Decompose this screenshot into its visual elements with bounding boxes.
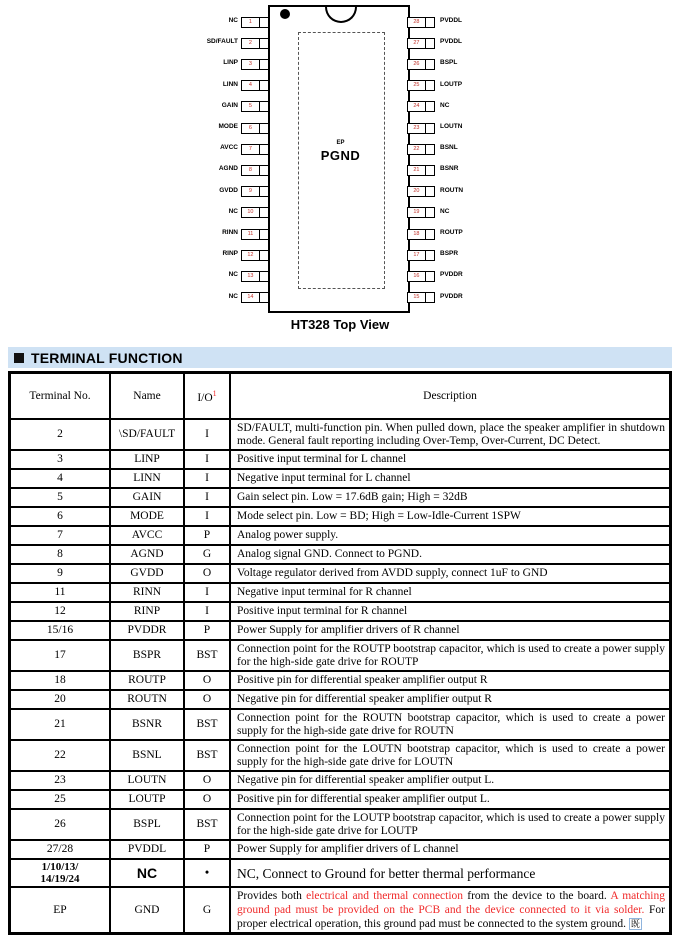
io-cell: O [184, 771, 230, 790]
table-row [10, 602, 670, 621]
pin-number: 10 [247, 209, 254, 216]
io-cell: G [184, 887, 230, 933]
pin-label-pvddr: PVDDR [440, 292, 463, 300]
chip-pinout-diagram [0, 0, 680, 345]
io-cell: I [184, 450, 230, 469]
description-cell: Gain select pin. Low = 17.6dB gain; High = 32dB [230, 488, 670, 507]
description-cell: Positive pin for differential speaker amplifier output R [230, 671, 670, 690]
pin-number: 1 [248, 18, 252, 25]
pgnd-label: PGND [320, 148, 361, 163]
table-row [10, 709, 670, 740]
description-cell: Voltage regulator derived from AVDD supply, connect 1uF to GND [230, 564, 670, 583]
pin-label-linn: LINN [222, 80, 238, 88]
pin-label-nc: NC [440, 101, 450, 109]
pin-number: 11 [247, 230, 254, 237]
pin-5-box [241, 101, 269, 112]
name-cell: LOUTP [110, 790, 184, 809]
pin-label-pvddl: PVDDL [440, 38, 463, 46]
pin-number: 15 [413, 294, 420, 301]
pin-label-nc: NC [228, 17, 238, 24]
io-cell: P [184, 840, 230, 859]
description-cell: Connection point for the ROUTP bootstrap capacitor, which is used to create a power supply for the high-side gate drive for ROUTP [230, 640, 670, 671]
name-cell: GAIN [110, 488, 184, 507]
pin-16-box [407, 271, 435, 282]
name-cell: ROUTP [110, 671, 184, 690]
pin-number: 27 [413, 39, 420, 46]
table-row [10, 671, 670, 690]
pin-8-box [241, 165, 269, 176]
pin-10-box [241, 207, 269, 218]
ep-desc-segment: For proper electrical operation, this ground pad must be connected to the system ground. [237, 904, 665, 930]
ep-desc-segment: 既 [630, 919, 640, 929]
table-row [10, 545, 670, 564]
io-cell: BST [184, 809, 230, 840]
name-cell: PVDDL [110, 840, 184, 859]
pin-divider [425, 293, 426, 302]
pin-26-box [407, 59, 435, 70]
description-cell: Mode select pin. Low = BD; High = Low-Idle-Current 1SPW [230, 507, 670, 526]
terminal-no-cell: 4 [10, 469, 110, 488]
terminal-no-cell: 6 [10, 507, 110, 526]
pin-4-box [241, 80, 269, 91]
table-row [10, 640, 670, 671]
description-cell: SD/FAULT, multi-function pin. When pulled down, place the speaker amplifier in shutdown mode. General fault reporting including Over-Temp, Over-Current, DC Detect. [230, 419, 670, 450]
io-cell: I [184, 469, 230, 488]
table-row [10, 771, 670, 790]
io-cell: O [184, 671, 230, 690]
io-cell: I [184, 419, 230, 450]
pin-label-loutp: LOUTP [440, 80, 463, 88]
pin-divider [425, 18, 426, 27]
io-cell: BST [184, 640, 230, 671]
pin-label-bsnl: BSNL [440, 144, 458, 152]
table-row-ep [10, 887, 670, 933]
name-cell: \SD/FAULT [110, 419, 184, 450]
pin-7-box [241, 144, 269, 155]
pin-divider [425, 39, 426, 48]
terminal-no-cell: 5 [10, 488, 110, 507]
description-cell: Negative input terminal for R channel [230, 583, 670, 602]
pin-13-box [241, 271, 269, 282]
ep-label: EP [336, 140, 345, 146]
pin-15-box [407, 292, 435, 303]
pin-number: 13 [247, 272, 254, 279]
table-row [10, 507, 670, 526]
pin-divider [425, 124, 426, 133]
terminal-no-cell: 7 [10, 526, 110, 545]
terminal-no-cell: 25 [10, 790, 110, 809]
table-row [10, 419, 670, 450]
description-cell: Negative input terminal for L channel [230, 469, 670, 488]
description-cell: Analog power supply. [230, 526, 670, 545]
terminal-no-cell: 23 [10, 771, 110, 790]
description-cell: NC, Connect to Ground for better thermal performance [230, 859, 670, 887]
terminal-no-cell: EP [10, 887, 110, 933]
header-terminal-no: Terminal No. [10, 373, 110, 419]
io-cell: P [184, 621, 230, 640]
header-io-footnote: 1 [212, 389, 217, 399]
pin-divider [259, 187, 260, 196]
name-cell: LINN [110, 469, 184, 488]
pin-divider [259, 39, 260, 48]
pin-divider [425, 60, 426, 69]
description-cell: Power Supply for amplifier drivers of L channel [230, 840, 670, 859]
pin-9-box [241, 186, 269, 197]
io-cell: BST [184, 740, 230, 771]
pin-25-box [407, 80, 435, 91]
pin-number: 14 [247, 294, 254, 301]
pin-24-box [407, 101, 435, 112]
pin-number: 17 [413, 251, 420, 258]
pin-divider [259, 145, 260, 154]
pin-number: 4 [248, 82, 252, 89]
pin-divider [259, 272, 260, 281]
table-row-nc [10, 859, 670, 887]
pin-11-box [241, 229, 269, 240]
pin-number: 16 [413, 272, 420, 279]
pin-label-rinn: RINN [222, 229, 238, 236]
pin-14-box [241, 292, 269, 303]
pin-12-box [241, 250, 269, 261]
name-cell: MODE [110, 507, 184, 526]
name-cell: RINP [110, 602, 184, 621]
table-row [10, 488, 670, 507]
io-cell: G [184, 545, 230, 564]
name-cell: NC [110, 859, 184, 887]
name-cell: RINN [110, 583, 184, 602]
section-title: TERMINAL FUNCTION [31, 349, 183, 366]
pin-number: 21 [413, 166, 420, 173]
name-cell: LINP [110, 450, 184, 469]
pin-18-box [407, 229, 435, 240]
pin-number: 7 [248, 145, 252, 152]
pin-divider [259, 81, 260, 90]
pin-divider [425, 230, 426, 239]
name-cell: GVDD [110, 564, 184, 583]
terminal-no-cell: 2 [10, 419, 110, 450]
name-cell: BSPR [110, 640, 184, 671]
pin-28-box [407, 17, 435, 28]
ep-desc-segment: Provides both [237, 890, 307, 902]
pin-number: 18 [413, 230, 420, 237]
pin-label-avcc: AVCC [220, 144, 238, 152]
terminal-no-cell: 15/16 [10, 621, 110, 640]
pin-17-box [407, 250, 435, 261]
io-cell: • [184, 859, 230, 887]
name-cell: LOUTN [110, 771, 184, 790]
io-cell: O [184, 790, 230, 809]
table-header-row [10, 373, 670, 419]
io-cell: P [184, 526, 230, 545]
name-cell: ROUTN [110, 690, 184, 709]
terminal-no-cell: 22 [10, 740, 110, 771]
name-cell: AVCC [110, 526, 184, 545]
pin-label-nc: NC [228, 271, 238, 279]
pin-label-linp: LINP [223, 59, 238, 67]
terminal-no-cell: 21 [10, 709, 110, 740]
table-row [10, 690, 670, 709]
description-cell: Positive input terminal for L channel [230, 450, 670, 469]
pin-22-box [407, 144, 435, 155]
pin-divider [259, 18, 260, 27]
pin-label-loutn: LOUTN [440, 123, 463, 130]
pin-label-nc: NC [228, 207, 238, 215]
pin-label-routp: ROUTP [440, 229, 463, 236]
description-cell: Positive input terminal for R channel [230, 602, 670, 621]
pin-number: 3 [248, 60, 252, 67]
pin-divider [425, 145, 426, 154]
table-row [10, 621, 670, 640]
terminal-no-cell: 9 [10, 564, 110, 583]
pin-divider [259, 208, 260, 217]
pin-divider [259, 60, 260, 69]
header-description: Description [230, 373, 670, 419]
terminal-no-cell: 27/28 [10, 840, 110, 859]
pin-divider [425, 208, 426, 217]
pin-number: 8 [248, 166, 252, 173]
terminal-no-cell: 8 [10, 545, 110, 564]
pin-divider [425, 166, 426, 175]
io-cell: I [184, 507, 230, 526]
io-cell: O [184, 690, 230, 709]
table-row [10, 526, 670, 545]
pin-23-box [407, 123, 435, 134]
io-cell: I [184, 602, 230, 621]
pin-3-box [241, 59, 269, 70]
description-cell: Analog signal GND. Connect to PGND. [230, 545, 670, 564]
terminal-no-cell: 1/10/13/ 14/19/24 [10, 859, 110, 887]
header-name: Name [110, 373, 184, 419]
pin-divider [259, 293, 260, 302]
pin-label-mode: MODE [218, 123, 238, 130]
pin-number: 22 [413, 145, 420, 152]
table-row [10, 450, 670, 469]
name-cell: PVDDR [110, 621, 184, 640]
pin-label-bsnr: BSNR [440, 165, 459, 173]
pin-divider [425, 187, 426, 196]
name-cell: BSPL [110, 809, 184, 840]
pin-divider [259, 230, 260, 239]
pin-label-nc: NC [440, 207, 450, 215]
terminal-no-cell: 20 [10, 690, 110, 709]
pin-27-box [407, 38, 435, 49]
name-cell: AGND [110, 545, 184, 564]
header-io: $I/O^1$ [184, 373, 230, 419]
terminal-no-cell: 17 [10, 640, 110, 671]
pin-label-nc: NC [228, 292, 238, 300]
table-row [10, 583, 670, 602]
chip-caption: HT328 Top View [290, 317, 390, 332]
pin-divider [425, 272, 426, 281]
description-cell: Power Supply for amplifier drivers of R channel [230, 621, 670, 640]
pin-number: 6 [248, 124, 252, 131]
pin-label-routn: ROUTN [440, 186, 464, 194]
description-cell: Connection point for the LOUTP bootstrap capacitor, which is used to create a power supply for the high-side gate drive for LOUTP [230, 809, 670, 840]
pin-label-gvdd: GVDD [219, 186, 238, 194]
description-cell: Negative pin for differential speaker amplifier output R [230, 690, 670, 709]
description-cell [230, 887, 670, 933]
pin-number: 2 [248, 39, 252, 46]
pin-number: 20 [413, 188, 420, 195]
terminal-function-table [8, 371, 672, 935]
io-cell: O [184, 564, 230, 583]
pin-19-box [407, 207, 435, 218]
pin-number: 25 [413, 82, 420, 89]
pin-20-box [407, 186, 435, 197]
description-cell: Connection point for the ROUTN bootstrap capacitor, which is used to create a power supply for the high-side gate drive for ROUTN [230, 709, 670, 740]
name-cell: BSNR [110, 709, 184, 740]
ep-desc-segment: A matching ground pad must be provided on the PCB and the device connected to it via solder. [237, 890, 665, 916]
pin-number: 24 [413, 103, 420, 110]
terminal-no-cell: 12 [10, 602, 110, 621]
pin-label-sd-fault: SD/FAULT [206, 38, 238, 46]
pin-label-bspr: BSPR [440, 250, 459, 258]
section-header [8, 347, 672, 368]
pin-number: 23 [413, 124, 420, 131]
ep-desc-segment: from the device to the board. [463, 890, 611, 902]
section-bullet-icon [14, 353, 24, 363]
io-cell: BST [184, 709, 230, 740]
description-cell: Connection point for the LOUTN bootstrap capacitor, which is used to create a power supply for the high-side gate drive for LOUTN [230, 740, 670, 771]
pin-6-box [241, 123, 269, 134]
pin-divider [259, 124, 260, 133]
description-cell: Negative pin for differential speaker amplifier output L. [230, 771, 670, 790]
terminal-no-cell: 3 [10, 450, 110, 469]
table-row [10, 740, 670, 771]
pin-label-bspl: BSPL [440, 59, 458, 67]
pin-divider [425, 251, 426, 260]
pin-number: 12 [247, 251, 254, 258]
pin-number: 28 [413, 18, 420, 25]
pin-number: 5 [248, 103, 252, 110]
pin1-marker-icon [280, 9, 290, 19]
description-cell: Positive pin for differential speaker amplifier output L. [230, 790, 670, 809]
table-row [10, 790, 670, 809]
pin-2-box [241, 38, 269, 49]
table-row [10, 809, 670, 840]
table-row [10, 469, 670, 488]
pin-label-pvddr: PVDDR [440, 271, 463, 279]
terminal-no-cell: 18 [10, 671, 110, 690]
name-cell: BSNL [110, 740, 184, 771]
table-row [10, 840, 670, 859]
ep-desc-segment: electrical and thermal connection [306, 890, 464, 902]
pin-divider [425, 81, 426, 90]
io-cell: I [184, 488, 230, 507]
io-cell: I [184, 583, 230, 602]
table-row [10, 564, 670, 583]
pin-number: 9 [248, 188, 252, 195]
pin-21-box [407, 165, 435, 176]
terminal-no-cell: 26 [10, 809, 110, 840]
pin-label-rinp: RINP [222, 250, 238, 258]
pin-label-pvddl: PVDDL [440, 17, 463, 24]
pin-number: 19 [413, 209, 420, 216]
pin-label-gain: GAIN [221, 101, 238, 109]
pin-divider [259, 251, 260, 260]
pin-divider [425, 102, 426, 111]
terminal-no-cell: 11 [10, 583, 110, 602]
name-cell: GND [110, 887, 184, 933]
pin-1-box [241, 17, 269, 28]
pin-label-agnd: AGND [218, 165, 238, 173]
pin-divider [259, 102, 260, 111]
pin-divider [259, 166, 260, 175]
pin-number: 26 [413, 60, 420, 67]
